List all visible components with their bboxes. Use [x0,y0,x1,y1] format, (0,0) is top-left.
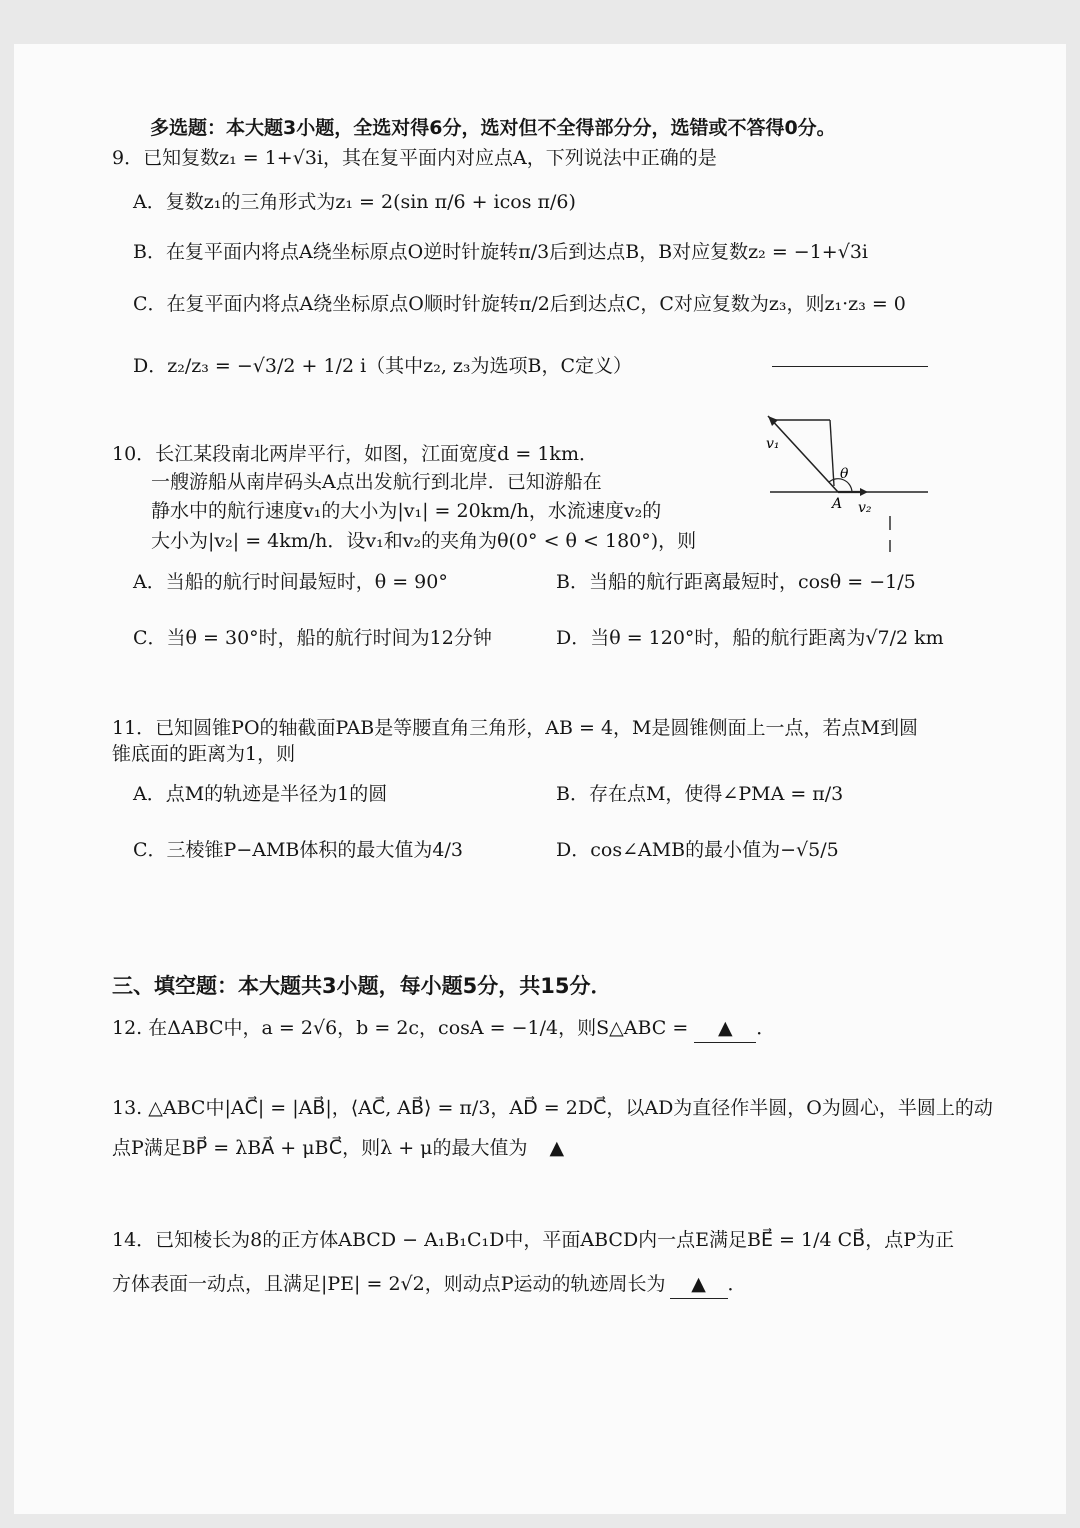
q10-line-2: 一艘游船从南岸码头A点出发航行到北岸．已知游船在 [151,471,602,493]
q9-stem: 9．已知复数z₁ = 1+√3i，其在复平面内对应点A，下列说法中正确的是 [112,147,717,169]
q12-answer-blank [694,1014,756,1043]
v2-arrowhead [860,488,868,496]
q14-end: ． [727,1273,747,1295]
q12-line [112,1014,775,1043]
q11-option-a: A．点M的轨迹是半径为1的圆 [133,783,388,805]
q9-option-c: C．在复平面内将点A绕坐标原点O顺时针旋转π/2后到达点C，C对应复数为z₃，则z₁·z₃ = 0 [133,293,906,315]
q10-option-a: A．当船的航行时间最短时，θ = 90° [133,571,448,593]
q9-option-a: A．复数z₁的三角形式为z₁ = 2(sin π/6 + icos π/6) [133,191,576,213]
answer-triangle-icon: ▲ [691,1273,706,1295]
answer-triangle-icon: ▲ [717,1017,733,1039]
resultant-side-line [830,420,834,486]
q10-line-3: 静水中的航行速度v₁的大小为|v₁| = 20km/h，水流速度v₂的 [151,500,662,522]
q12-text: 12. 在ΔABC中，a = 2√6，b = 2c，cosA = −1/4，则S△ABC = [112,1017,689,1039]
q9-option-d: D．z₂/z₃ = −√3/2 + 1/2 i（其中z₂, z₃为选项B，C定义） [133,355,633,377]
v1-vector [768,416,838,492]
q11-line-1: 11．已知圆锥PO的轴截面PAB是等腰直角三角形，AB = 4，M是圆锥侧面上一点，若点M到圆 [112,717,918,739]
q11-option-d: D．cos∠AMB的最小值为−√5/5 [556,839,839,861]
river-crossing-figure [760,408,940,568]
q10-option-d: D．当θ = 120°时，船的航行距离为√7/2 km [556,627,944,649]
answer-blank-line [772,366,928,367]
q13-line-2 [112,1134,564,1162]
q14-line-1: 14．已知棱长为8的正方体ABCD − A₁B₁C₁D中，平面ABCD内一点E满足BE⃗ = 1/4 CB⃗，点P为正 [112,1229,954,1251]
q11-line-2: 锥底面的距离为1，则 [112,743,296,765]
q14-text: 方体表面一动点，且满足|PE| = 2√2，则动点P运动的轨迹周长为 [112,1273,666,1295]
q10-option-b: B．当船的航行距离最短时，cosθ = −1/5 [556,571,916,593]
q12-end: ． [756,1017,776,1039]
label-v1: v₁ [766,436,780,452]
q13-line-1: 13. △ABC中|AC⃗| = |AB⃗|，⟨AC⃗, AB⃗⟩ = π/3，AD⃗ = 2DC⃗，以AD为直径作半圆，O为圆心，半圆上的动 [112,1097,993,1119]
q11-option-c: C．三棱锥P−AMB体积的最大值为4/3 [133,839,463,861]
q14-line-2 [112,1270,747,1299]
multi-choice-header: 多选题：本大题3小题，全选对得6分，选对但不全得部分分，选错或不答得0分。 [150,117,836,139]
label-a: A [832,496,843,512]
answer-triangle-icon: ▲ [549,1137,565,1159]
q10-line-4: 大小为|v₂| = 4km/h．设v₁和v₂的夹角为θ(0° < θ < 180°)，则 [151,530,697,552]
q11-option-b: B．存在点M，使得∠PMA = π/3 [556,783,844,805]
label-theta: θ [840,466,849,482]
q14-answer-blank [670,1270,728,1299]
section-3-header: 三、填空题：本大题共3小题，每小题5分，共15分． [112,974,612,998]
q10-option-c: C．当θ = 30°时，船的航行时间为12分钟 [133,627,492,649]
q10-line-1: 10．长江某段南北两岸平行，如图，江面宽度d = 1km． [112,443,598,465]
label-v2: v₂ [858,500,872,516]
q9-option-b: B．在复平面内将点A绕坐标原点O逆时针旋转π/3后到达点B，B对应复数z₂ = −1+√3i [133,241,868,263]
q13-text: 点P满足BP⃗ = λBA⃗ + μBC⃗，则λ + μ的最大值为 [112,1137,528,1159]
